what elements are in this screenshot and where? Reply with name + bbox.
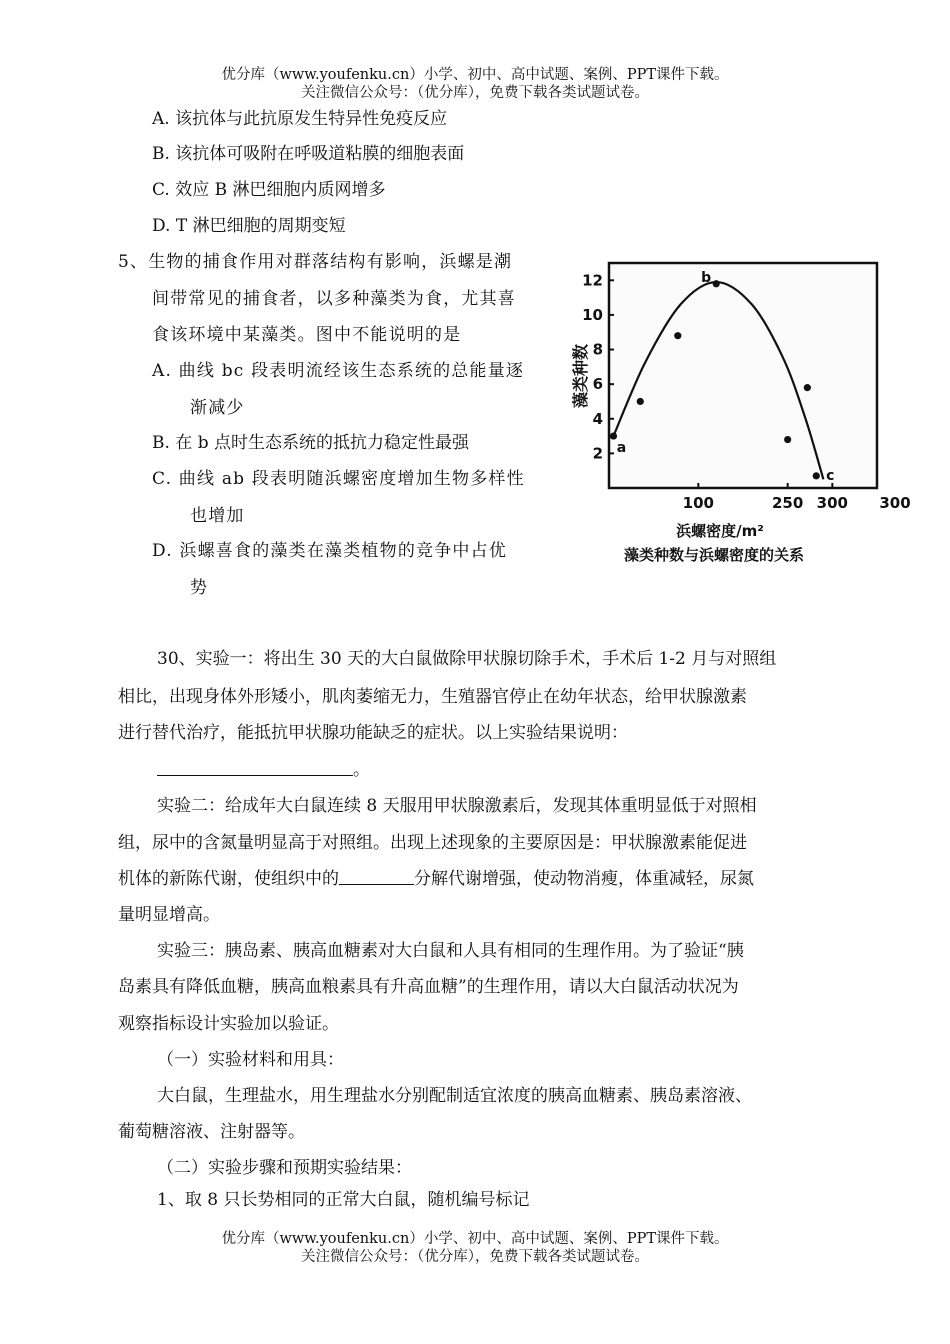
q30-exp1-answer: 。 [157, 759, 370, 781]
data-point [610, 432, 617, 439]
data-point [713, 280, 720, 287]
answer-blank-2[interactable] [339, 869, 414, 885]
q30-exp2-line-2: 组，尿中的含氮量明显高于对照组。出现上述现象的主要原因是：甲状腺激素能促进 [118, 833, 747, 853]
y-tick-label: 2 [592, 444, 603, 463]
q30-section-2-title: （二）实验步骤和预期实验结果： [157, 1158, 412, 1178]
data-point [674, 332, 681, 339]
chart-title: 藻类种数与浜螺密度的关系 [623, 546, 805, 564]
data-point [784, 436, 791, 443]
q5-stem-line-1: 5、生物的捕食作用对群落结构有影响，浜螺是潮 [118, 252, 513, 272]
x-axis-label: 浜螺密度/m² [676, 522, 764, 540]
data-point [804, 384, 811, 391]
q4-option-a: A. 该抗体与此抗原发生特异性免疫反应 [152, 109, 448, 129]
q5-option-d-line-2: 势 [190, 578, 209, 598]
q5-option-b: B. 在 b 点时生态系统的抵抗力稳定性最强 [152, 433, 469, 453]
q30-step-1: 1、取 8 只长势相同的正常大白鼠，随机编号标记 [157, 1190, 530, 1210]
q30-exp3-line-3: 观察指标设计实验加以验证。 [118, 1014, 339, 1034]
q5-option-a-line-2: 渐减少 [190, 398, 245, 418]
header-line-2: 关注微信公众号：（优分库），免费下载各类试题试卷。 [301, 85, 649, 101]
y-tick-label: 6 [592, 375, 603, 394]
q5-option-a-line-1: A. 曲线 bc 段表明流经该生态系统的总能量逐 [152, 361, 525, 381]
x-tick-label: 300 [879, 494, 911, 512]
x-tick-label: 250 [772, 494, 804, 512]
q30-exp2-line-4: 量明显增高。 [118, 905, 220, 925]
q5-stem-line-2: 间带常见的捕食者，以多种藻类为食，尤其喜 [152, 289, 516, 309]
y-tick-label: 8 [592, 340, 603, 359]
q5-option-d-line-1: D. 浜螺喜食的藻类在藻类植物的竞争中占优 [152, 541, 508, 561]
footer-line-1: 优分库（www.youfenku.cn）小学、初中、高中试题、案例、PPT课件下载。 [221, 1231, 729, 1247]
y-axis-label: 藻类种数 [571, 343, 590, 409]
y-tick-label: 4 [592, 409, 603, 428]
answer-blank-1[interactable] [157, 760, 353, 776]
q4-option-b: B. 该抗体可吸附在呼吸道粘膜的细胞表面 [152, 144, 465, 164]
q30-section-1-title: （一）实验材料和用具： [157, 1050, 344, 1070]
q30-exp2-line-1: 实验二：给成年大白鼠连续 8 天服用甲状腺激素后，发现其体重明显低于对照相 [157, 796, 757, 816]
q30-materials-line-2: 葡萄糖溶液、注射器等。 [118, 1122, 305, 1142]
q30-exp2-line-3: 机体的新陈代谢，使组织中的 分解代谢增强，使动物消瘦，体重减轻，尿氮 [118, 869, 754, 889]
point-label-a: a [616, 440, 627, 457]
q5-stem-line-3: 食该环境中某藻类。图中不能说明的是 [152, 325, 462, 345]
x-tick-label: 100 [682, 494, 714, 512]
q30-exp1-line-2: 相比，出现身体外形矮小，肌肉萎缩无力，生殖器官停止在幼年状态，给甲状腺激素 [118, 687, 747, 707]
q30-exp1-line-3: 进行替代治疗，能抵抗甲状腺功能缺乏的症状。以上实验结果说明： [118, 723, 628, 743]
q30-exp1-line-1: 30、实验一：将出生 30 天的大白鼠做除甲状腺切除手术，手术后 1-2 月与对照组 [157, 649, 777, 669]
footer-line-2: 关注微信公众号：（优分库），免费下载各类试题试卷。 [301, 1249, 649, 1265]
data-point [813, 472, 820, 479]
y-tick-label: 10 [582, 305, 603, 324]
q30-exp3-line-2: 岛素具有降低血糖，胰高血粮素具有升高血糖”的生理作用，请以大白鼠活动状况为 [118, 977, 739, 997]
data-point [637, 398, 644, 405]
q30-exp3-line-1: 实验三：胰岛素、胰高血糖素对大白鼠和人具有相同的生理作用。为了验证“胰 [157, 941, 744, 961]
q5-option-c-line-1: C. 曲线 ab 段表明随浜螺密度增加生物多样性 [152, 469, 525, 489]
header-line-1: 优分库（www.youfenku.cn）小学、初中、高中试题、案例、PPT课件下载。 [221, 67, 729, 83]
point-label-c: c [826, 467, 835, 484]
algae-snail-chart [571, 254, 911, 576]
q5-option-c-line-2: 也增加 [190, 506, 245, 526]
y-tick-label: 12 [582, 271, 603, 290]
point-label-b: b [701, 269, 712, 286]
q30-materials-line-1: 大白鼠，生理盐水，用生理盐水分别配制适宜浓度的胰高血糖素、胰岛素溶液、 [157, 1086, 752, 1106]
x-tick-label: 300 [816, 494, 848, 512]
q4-option-c: C. 效应 B 淋巴细胞内质网增多 [152, 180, 386, 200]
q4-option-d: D. T 淋巴细胞的周期变短 [152, 216, 346, 236]
